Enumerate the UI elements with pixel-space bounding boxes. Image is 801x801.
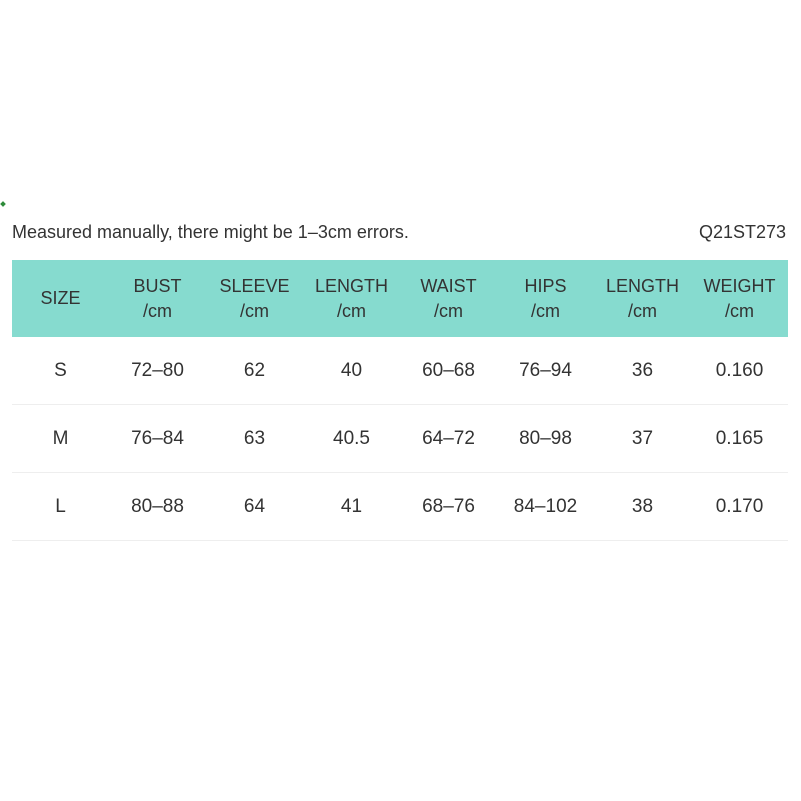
column-header-unit: /cm [240, 300, 269, 321]
table-row [12, 473, 788, 541]
column-header-label: WEIGHT [703, 275, 776, 296]
column-header-unit: /cm [434, 300, 463, 321]
table-cell: 37 [594, 405, 691, 473]
column-header-label: LENGTH [605, 275, 679, 296]
table-header-row [12, 260, 788, 337]
column-header-bust [109, 260, 206, 337]
table-cell: 76–94 [497, 337, 594, 405]
column-header-label: LENGTH [314, 275, 388, 296]
table-cell: 62 [206, 337, 303, 405]
column-header-label: SLEEVE [219, 275, 290, 296]
table-row [12, 337, 788, 405]
table-row [12, 405, 788, 473]
table-cell: 38 [594, 473, 691, 541]
column-header-label: SIZE [40, 288, 81, 308]
measurement-note: Measured manually, there might be 1–3cm errors. [12, 221, 409, 242]
column-header-label: HIPS [524, 275, 567, 296]
column-header-size [12, 260, 109, 337]
column-header-unit: /cm [143, 300, 172, 321]
note-row [12, 219, 786, 245]
column-header-unit: /cm [628, 300, 657, 321]
table-cell: 64–72 [400, 405, 497, 473]
table-cell: 64 [206, 473, 303, 541]
column-header-length [303, 260, 400, 337]
size-chart-table [12, 260, 788, 541]
table-cell: 80–98 [497, 405, 594, 473]
table-cell: 40 [303, 337, 400, 405]
table-cell: 63 [206, 405, 303, 473]
table-cell: S [12, 337, 109, 405]
column-header-hips [497, 260, 594, 337]
table-cell: 36 [594, 337, 691, 405]
table-cell: 41 [303, 473, 400, 541]
table-cell: 0.160 [691, 337, 788, 405]
corner-mark [0, 201, 6, 207]
table-cell: 60–68 [400, 337, 497, 405]
product-code: Q21ST273 [698, 221, 786, 242]
table-cell: 72–80 [109, 337, 206, 405]
column-header-unit: /cm [337, 300, 366, 321]
table-cell: 84–102 [497, 473, 594, 541]
column-header-unit: /cm [725, 300, 754, 321]
table-cell: M [12, 405, 109, 473]
table-cell: L [12, 473, 109, 541]
table-cell: 68–76 [400, 473, 497, 541]
column-header-waist [400, 260, 497, 337]
table-cell: 0.170 [691, 473, 788, 541]
column-header-weight [691, 260, 788, 337]
table-cell: 0.165 [691, 405, 788, 473]
table-cell: 40.5 [303, 405, 400, 473]
table-cell: 80–88 [109, 473, 206, 541]
column-header-label: WAIST [420, 275, 477, 296]
column-header-sleeve [206, 260, 303, 337]
column-header-unit: /cm [531, 300, 560, 321]
column-header-label: BUST [133, 275, 182, 296]
table-cell: 76–84 [109, 405, 206, 473]
column-header-length-2 [594, 260, 691, 337]
